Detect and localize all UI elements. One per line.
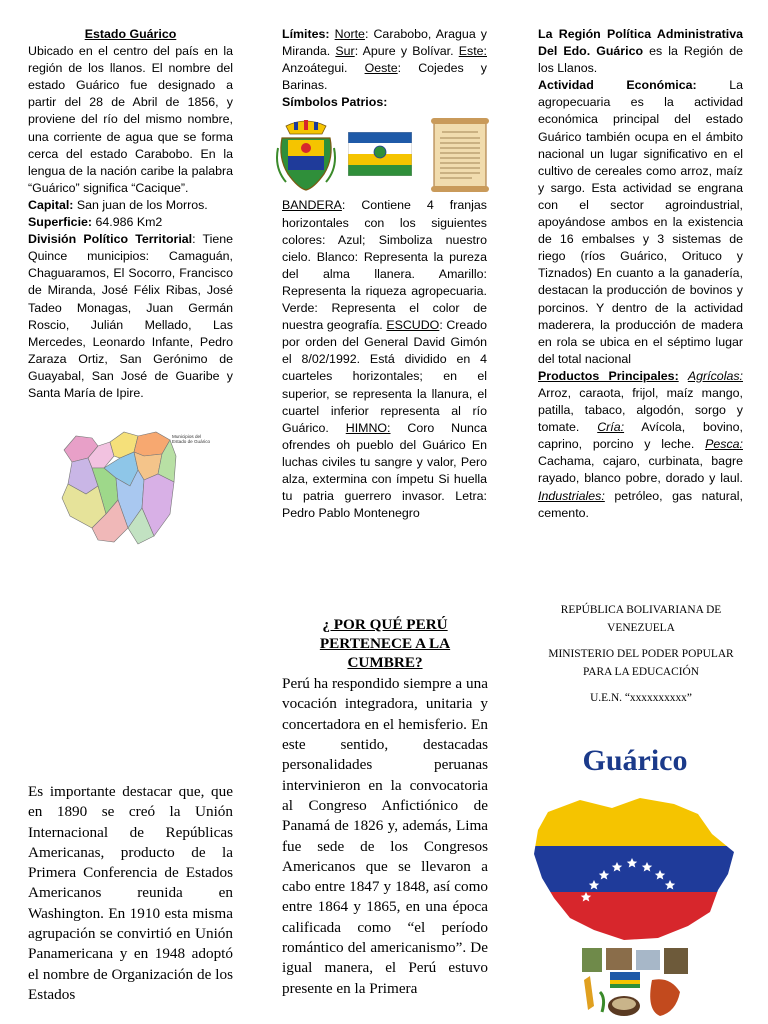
column-union-panamericana	[28, 782, 233, 1005]
actividad-value: La agropecuaria es la actividad económica principal del estado Guárico también ocupa en el ámbito nacional un lugar significativo en el cultivo de cereales como arroz, maíz y sargo. Esta actividad se engrana con el sector agroindustrial, apoyándose ambos en la existencia de 16 embalses y 3 sistemas de riego (ríos Guárico, Orituco y Tiznados) En cuanto a la ganadería, destacan la producción de bovinos y porcinos. Y dentro de la actividad maderera, la producción de madera en rola se ubica en el séptimo lugar del total nacional	[538, 78, 743, 366]
superficie-line	[28, 214, 233, 231]
agricolas-value: Arroz, caraota, frijol, maíz mango, patilla, tabaco, algodón, sorgo y tomate.	[538, 385, 743, 435]
industriales-label: Industriales:	[538, 488, 605, 503]
simbolos-heading	[282, 94, 487, 111]
column-cover-header	[536, 602, 746, 717]
division-label: División Político Territorial	[28, 232, 193, 247]
sur-label: Sur	[335, 44, 355, 59]
industriales-value: petróleo, gas natural, cemento.	[538, 488, 743, 520]
section-title-estado-guarico: Estado Guárico	[84, 27, 177, 41]
bandera-value: : Contiene 4 franjas horizontales con los siguientes colores: Azul; Simboliza nuestro cielo. Blanco: Representa la pureza del alma llanera. Amarillo: Representa la riqueza agropecuaria. Verde: Representa el color de nuestra geografía.	[282, 198, 487, 333]
peru-heading: ¿ POR QUÉ PERÚ PERTENECE A LA CUMBRE?	[319, 616, 451, 672]
ministerio-text: MINISTERIO DEL PODER POPULAR PARA LA EDUCACIÓN	[548, 648, 734, 678]
collage-image	[580, 946, 690, 1024]
capital-value: San juan de los Morros.	[73, 197, 208, 212]
productos-label: Productos Principales:	[538, 368, 679, 383]
este-label: Este:	[458, 44, 487, 59]
himno-value: Coro Nunca ofrendes oh pueblo del Guárico En luchas civiles tu sangre y valor, Pero alza, extermina con ímpetu Si huella tu patria guerrero invasor. Letra: Pedro Pablo Montenegro	[282, 420, 487, 521]
pesca-value: Cachama, cajaro, curbinata, bagre rayado, blanco pobre, dorado y laul.	[538, 454, 743, 486]
guarico-flag-map-image	[528, 794, 742, 944]
map-legend-text: Municipios del Estado de Guárico	[172, 434, 211, 444]
region-paragraph	[538, 26, 743, 77]
column-peru-cumbre	[282, 600, 488, 999]
pesca-label: Pesca:	[705, 437, 743, 452]
division-value: : Tiene Quince municipios: Camaguán, Chaguaramos, El Socorro, Francisco de Miranda, José Félix Ribas, José Tadeo Monagas, Juan Germán Roscio, Julián Mellado, Las Mercedes, Leonardo Infante, Pedro Zaraza Ortiz, San Gerónimo de Guayabal, San José de Guaribe y Santa María de Ipire.	[28, 232, 234, 400]
bandera-label: BANDERA	[282, 198, 342, 213]
peru-paragraph: Perú ha respondido siempre a una vocación integradora, unitaria y concertadora en el hemisferio. En este sentido, destacadas personalidades peruanas intervinieron en la convocatoria al Congreso Anfictiónico de Panamá de 1826 y, además, Lima fue sede de los Congresos Americanos que se llevaron a cabo entre 1847 y 1848, así como entre 1864 y 1865, en una época calificada como “el período romántico del americanismo”. De igual manera, el Perú estuvo presente en la Primera	[282, 675, 488, 997]
sur-value: : Apure y Bolívar.	[354, 44, 459, 59]
column-estado-guarico	[28, 26, 233, 402]
norte-value: : Carabobo, Aragua y Miranda.	[282, 27, 487, 59]
este-value: Anzoátegui.	[282, 61, 365, 76]
uen-text: U.E.N. “xxxxxxxxxx”	[590, 692, 692, 704]
cover-illustration	[528, 742, 742, 1024]
column-region-economia	[538, 26, 743, 522]
productos-paragraph	[538, 368, 743, 522]
himno-label: HIMNO:	[345, 420, 391, 435]
oeste-value: : Cojedes y Barinas.	[282, 61, 487, 93]
escudo-image	[276, 118, 336, 192]
column-limites-simbolos	[282, 26, 487, 522]
norte-label: Norte	[334, 27, 365, 41]
region-value: es la Región de los Llanos.	[538, 44, 743, 76]
region-label: La Región Política Administrativa Del Edo. Guárico	[538, 27, 743, 59]
cria-value: Avícola, bovino, caprino, porcino y leche.	[538, 420, 743, 452]
superficie-value: 64.986 Km2	[92, 215, 163, 230]
municipios-map-image	[58, 428, 218, 546]
escudo-value: : Creado por orden del General David Gimón el 8/02/1992. Está dividido en 4 cuarteles horizontales; en el superior, se representa la llanura, el cuartel inferior representa al río Guárico.	[282, 318, 487, 435]
division-paragraph	[28, 231, 233, 402]
limites-paragraph	[282, 26, 487, 94]
cria-label: Cría:	[597, 420, 625, 435]
simbolos-patrios-images	[276, 116, 492, 194]
bandera-paragraph	[282, 197, 487, 522]
oeste-label: Oeste	[364, 61, 398, 76]
cover-title: Guárico	[582, 744, 688, 777]
escudo-label: ESCUDO	[386, 318, 440, 333]
republica-text: REPÚBLICA BOLIVARIANA DE VENEZUELA	[560, 604, 722, 634]
limites-label: Límites:	[282, 27, 330, 41]
union-paragraph: Es importante destacar que, que en 1890 se creó la Unión Internacional de Repúblicas Americanas, producto de la Primera Conferencia de Estados Americanos reunida en Washington. En 1910 esta misma agrupación se convirtió en Unión Panamericana y en 1948 adoptó el nombre de Organización de los Estados	[28, 783, 233, 1003]
capital-line	[28, 197, 233, 214]
intro-paragraph: Ubicado en el centro del país en la región de los llanos. El nombre del estado Guárico fue designado a partir del 28 de Abril de 1856, y proviene del río del mismo nombre, una corriente de agua que se forma cerca del estado Carabobo. En la lengua de la nación caribe la palabra “Guárico” significa “Cacique”.	[28, 44, 233, 195]
superficie-label: Superficie:	[28, 215, 93, 230]
bandera-image	[348, 132, 412, 176]
actividad-paragraph	[538, 77, 743, 368]
agricolas-label: Agrícolas:	[687, 368, 743, 383]
simbolos-label: Símbolos Patrios:	[282, 95, 388, 110]
himno-image	[430, 116, 490, 194]
capital-label: Capital:	[28, 197, 74, 212]
actividad-label: Actividad Económica:	[538, 78, 697, 93]
